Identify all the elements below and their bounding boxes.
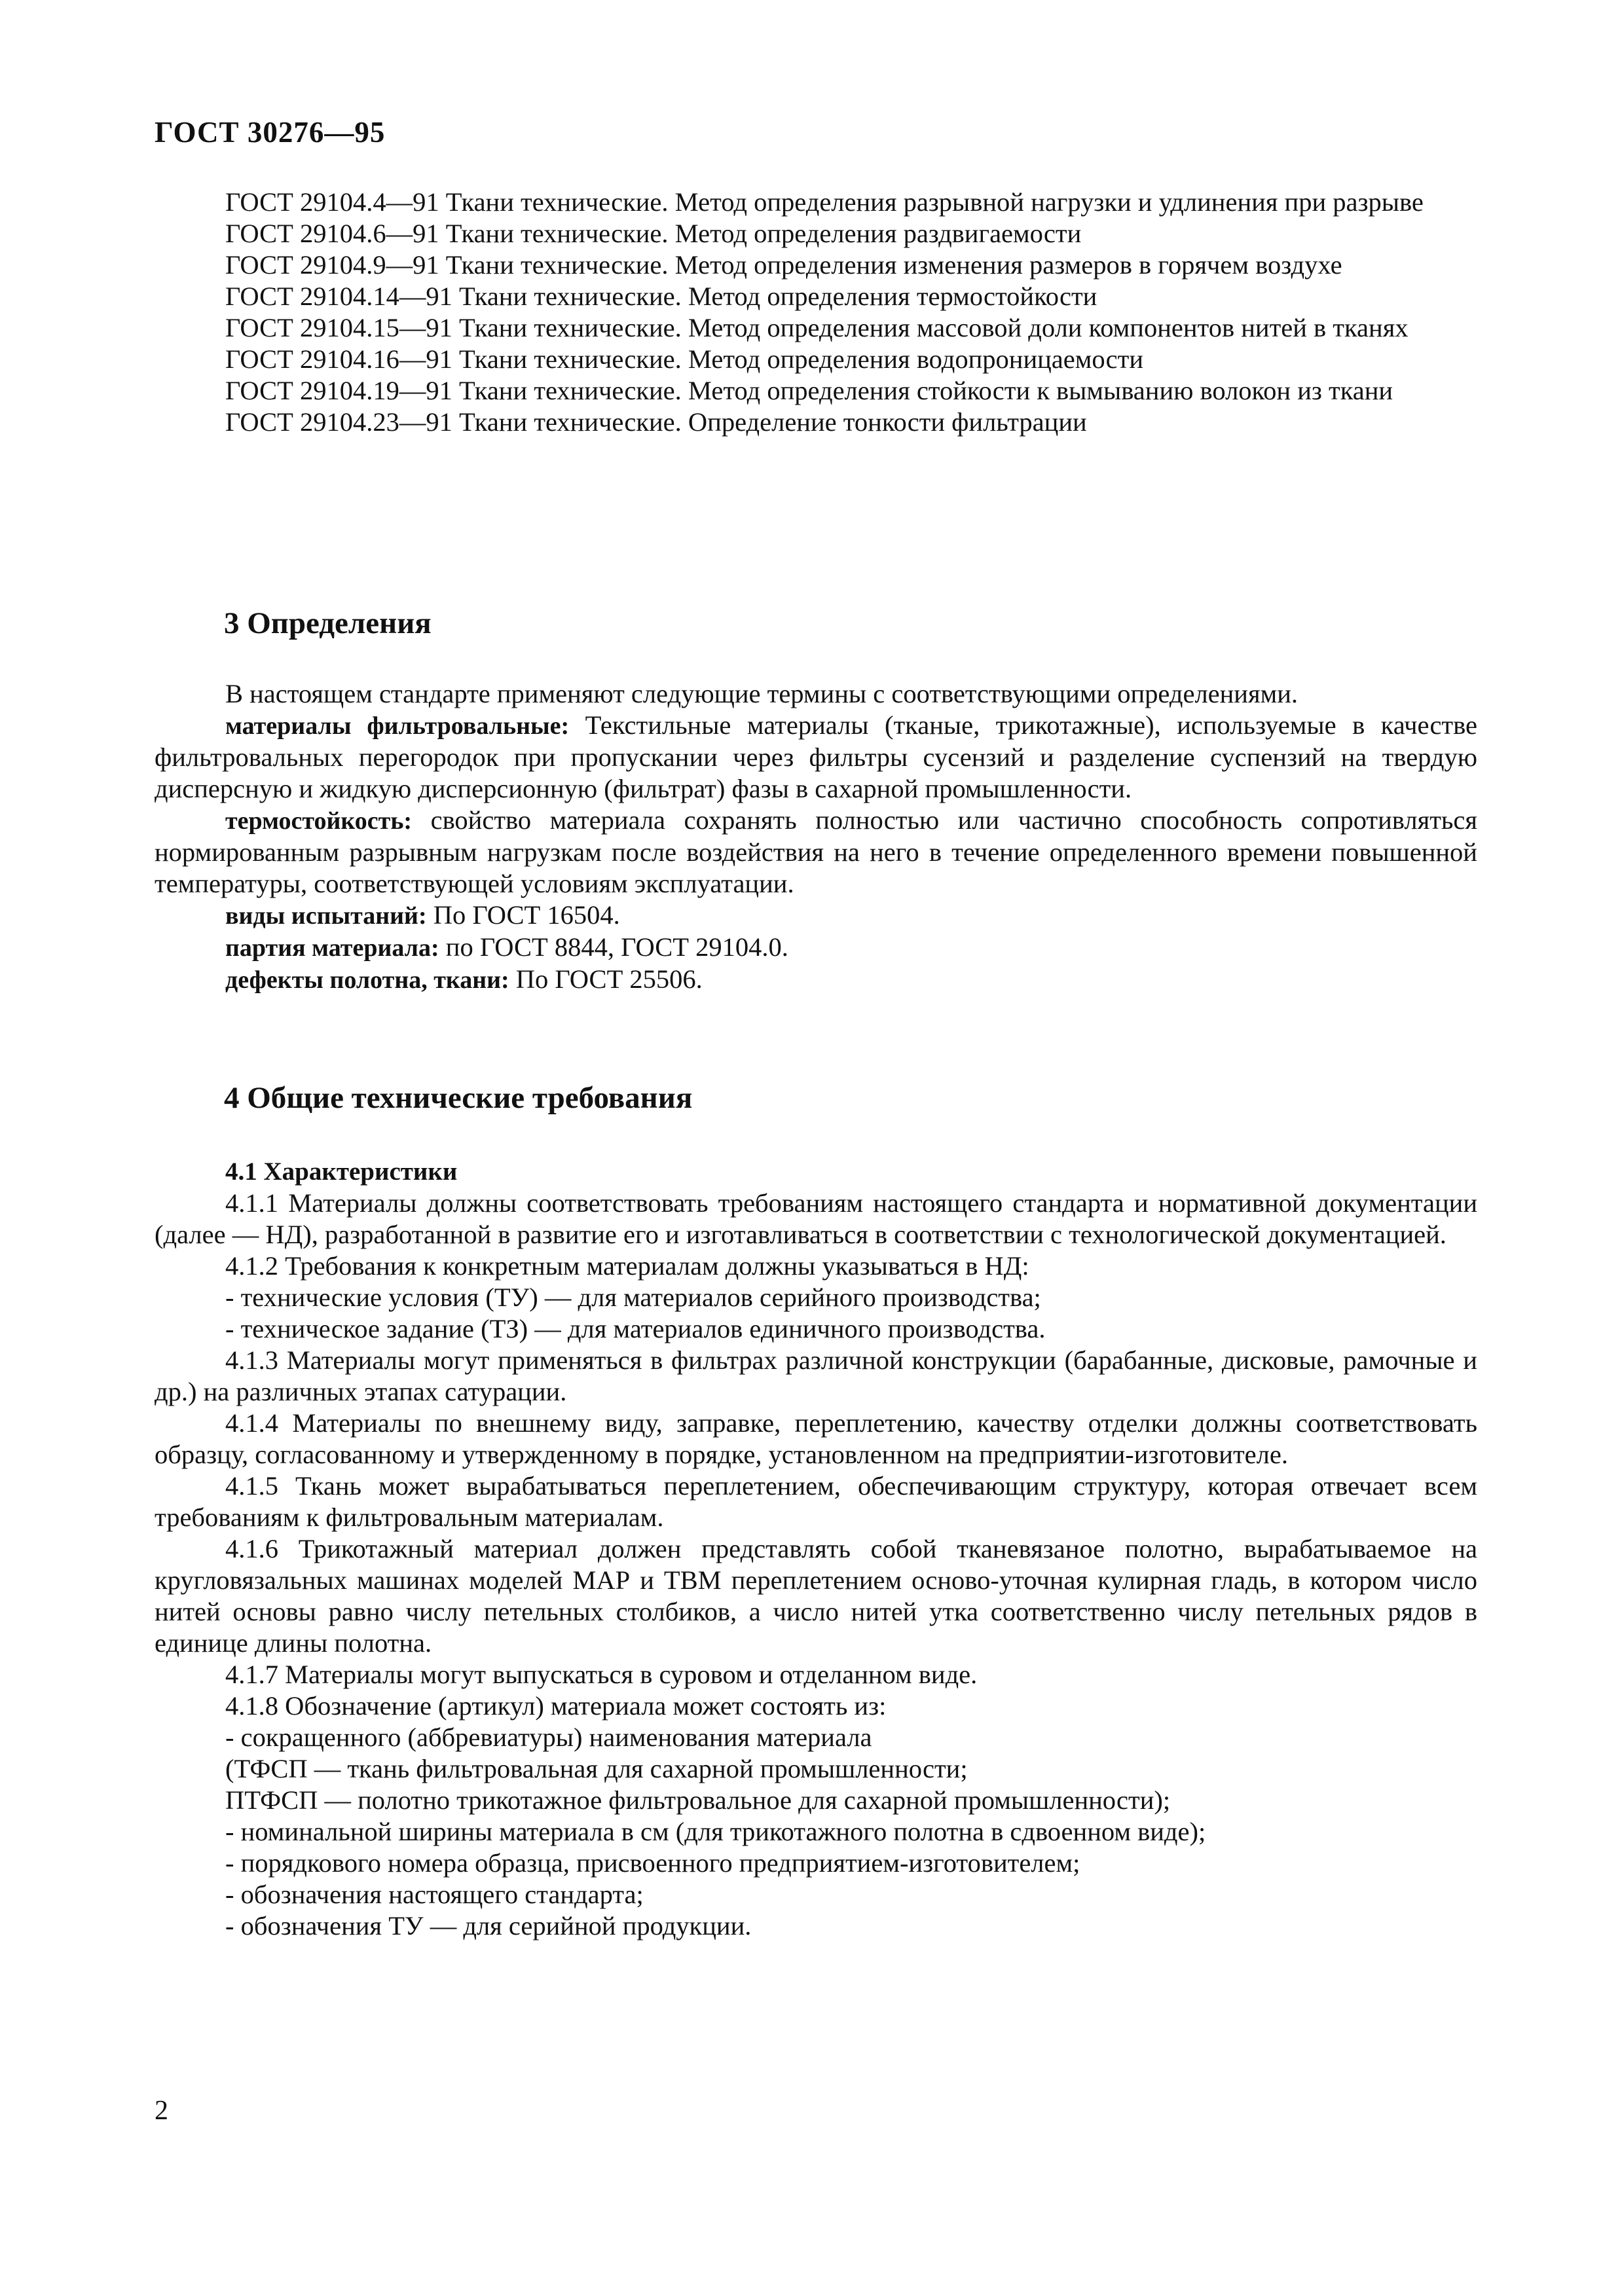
definition-text: Текстильные материалы (тканые, трикотажные), используемые в качестве фильтровальных перегородок при пропускании через фильтры сусензий и разделение суспензий на твердую дисперсную и жидкую дисперсионную (фильтрат) фазы в сахарной промышленности.	[155, 710, 1477, 803]
definition-text: свойство материала сохранять полностью или частично способность сопротивляться нормированным разрывным нагрузкам после воздействия на него в течение определенного времени повышенной температуры, соответствующей условиям эксплуатации.	[155, 805, 1477, 898]
reference-item: ГОСТ 29104.6—91 Ткани технические. Метод определения раздвигаемости	[225, 219, 1082, 248]
reference-item: ГОСТ 29104.16—91 Ткани технические. Метод определения водопроницаемости	[225, 344, 1143, 374]
definition-item	[155, 900, 1477, 932]
reference-item: ГОСТ 29104.9—91 Ткани технические. Метод определения изменения размеров в горячем воздухе	[225, 250, 1342, 280]
clause-item: 4.1.5 Ткань может вырабатываться переплетением, обеспечивающим структуру, которая отвечает всем требованиям к фильтровальным материалам.	[155, 1471, 1477, 1532]
clause-item: 4.1.2 Требования к конкретным материалам должны указываться в НД:	[225, 1251, 1029, 1281]
section-3-body	[155, 678, 1477, 996]
section-3-heading: 3 Определения	[224, 606, 432, 640]
definition-text: По ГОСТ 16504.	[426, 900, 620, 930]
reference-list	[155, 187, 1477, 438]
clause-item: 4.1.3 Материалы могут применяться в фильтрах различной конструкции (барабанные, дисковые, рамочные и др.) на различных этапах сатурации.	[155, 1345, 1477, 1406]
document-header: ГОСТ 30276—95	[155, 116, 386, 149]
list-item: - обозначения ТУ — для серийной продукции.	[225, 1911, 752, 1941]
list-item: - сокращенного (аббревиатуры) наименования материала	[225, 1722, 872, 1752]
list-item: ПТФСП — полотно трикотажное фильтровальное для сахарной промышленности);	[225, 1785, 1171, 1815]
definition-term: партия материала:	[225, 934, 439, 962]
list-item: - номинальной ширины материала в см (для трикотажного полотна в сдвоенном виде);	[225, 1817, 1206, 1846]
clause-item: 4.1.8 Обозначение (артикул) материала может состоять из:	[225, 1691, 887, 1721]
reference-item: ГОСТ 29104.14—91 Ткани технические. Метод определения термостойкости	[225, 282, 1097, 311]
definition-term: термостойкость:	[225, 807, 413, 835]
definition-text: по ГОСТ 8844, ГОСТ 29104.0.	[439, 932, 788, 962]
definition-term: виды испытаний:	[225, 902, 427, 930]
definition-item	[155, 964, 1477, 996]
clause-item: 4.1.7 Материалы могут выпускаться в суровом и отделанном виде.	[225, 1660, 978, 1689]
reference-item: ГОСТ 29104.23—91 Ткани технические. Определение тонкости фильтрации	[225, 407, 1087, 437]
page-number: 2	[155, 2096, 168, 2126]
definitions-intro: В настоящем стандарте применяют следующие термины с соответствующими определениями.	[225, 679, 1299, 708]
definition-term: материалы фильтровальные:	[225, 712, 570, 740]
list-item: - технические условия (ТУ) — для материалов серийного производства;	[225, 1283, 1041, 1312]
list-item: - порядкового номера образца, присвоенного предприятием-изготовителем;	[225, 1848, 1080, 1878]
clause-item: 4.1.1 Материалы должны соответствовать требованиям настоящего стандарта и нормативной документации (далее — НД), разработанной в развитие его и изготавливаться в соответствии с технологической документацией.	[155, 1188, 1477, 1249]
section-4-heading: 4 Общие технические требования	[224, 1081, 693, 1115]
reference-item: ГОСТ 29104.15—91 Ткани технические. Метод определения массовой доли компонентов нитей в тканях	[225, 313, 1409, 342]
subsection-4-1-heading: 4.1 Характеристики	[225, 1157, 458, 1186]
list-item: - обозначения настоящего стандарта;	[225, 1880, 644, 1909]
definition-item	[155, 932, 1477, 964]
list-item: - техническое задание (ТЗ) — для материалов единичного производства.	[225, 1314, 1046, 1343]
section-4-body	[155, 1156, 1477, 1942]
definition-item	[155, 710, 1477, 805]
definition-term: дефекты полотна, ткани:	[225, 966, 509, 994]
reference-item: ГОСТ 29104.4—91 Ткани технические. Метод определения разрывной нагрузки и удлинения при разрыве	[225, 187, 1424, 217]
definition-item	[155, 805, 1477, 900]
clause-item: 4.1.4 Материалы по внешнему виду, заправке, переплетению, качеству отделки должны соответствовать образцу, согласованному и утвержденному в порядке, установленном на предприятии-изготовителе.	[155, 1408, 1477, 1469]
reference-item: ГОСТ 29104.19—91 Ткани технические. Метод определения стойкости к вымыванию волокон из ткани	[225, 376, 1393, 405]
clause-item: 4.1.6 Трикотажный материал должен представлять собой тканевязаное полотно, вырабатываемое на кругловязальных машинах моделей МАР и ТВМ переплетением осново-уточная кулирная гладь, в котором число нитей основы равно числу петельных столбиков, а число нитей утка соответственно числу петельных рядов в единице длины полотна.	[155, 1534, 1477, 1658]
definition-text: По ГОСТ 25506.	[509, 964, 703, 994]
list-item: (ТФСП — ткань фильтровальная для сахарной промышленности;	[225, 1754, 968, 1783]
